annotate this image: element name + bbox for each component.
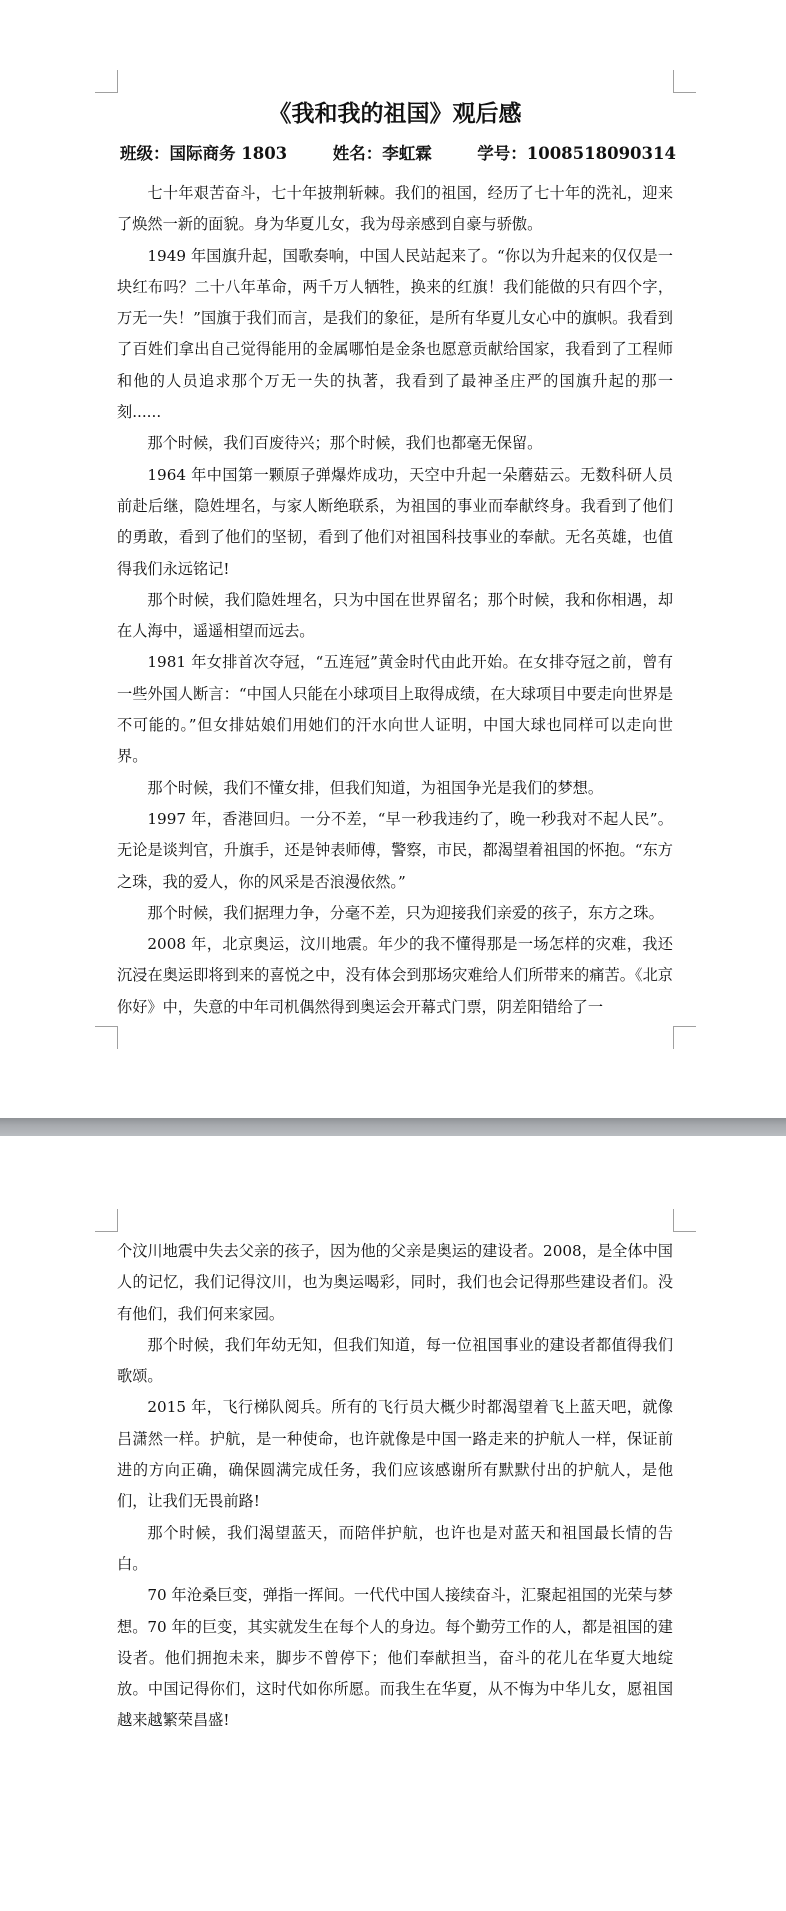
- paragraph: 那个时候，我们渴望蓝天，而陪伴护航，也许也是对蓝天和祖国最长情的告白。: [117, 1523, 673, 1573]
- page-2-content[interactable]: [117, 1236, 673, 1737]
- student-id-info: 学号：1008518090314: [477, 144, 676, 163]
- paragraph: 那个时候，我们不懂女排，但我们知道，为祖国争光是我们的梦想。: [147, 778, 604, 797]
- margin-mark-top-left: [95, 70, 118, 93]
- paragraph-continued: 个汶川地震中失去父亲的孩子，因为他的父亲是奥运的建设者。2008，是全体中国人的记忆，我们记得汶川，也为奥运喝彩，同时，我们也会记得那些建设者们。没有他们，我们何来家园。: [117, 1242, 673, 1323]
- page-separator: [0, 1118, 786, 1136]
- paragraph: 那个时候，我们年幼无知，但我们知道，每一位祖国事业的建设者都值得我们歌颂。: [117, 1335, 673, 1386]
- class-info: 班级：国际商务 1803: [120, 144, 288, 163]
- margin-mark-top-left: [95, 1209, 118, 1232]
- paragraph: 那个时候，我们据理力争，分毫不差，只为迎接我们亲爱的孩子，东方之珠。: [147, 903, 664, 922]
- document-title: 《我和我的祖国》观后感: [268, 100, 522, 127]
- paragraph: 那个时候，我们百废待兴；那个时候，我们也都毫无保留。: [147, 434, 543, 453]
- paragraph: 1997 年，香港回归。一分不差，“早一秒我违约了，晚一秒我对不起人民”。无论是谈判官，升旗手，还是钟表师傅，警察，市民，都渴望着祖国的怀抱。“东方之珠，我的爱人，你的风采是否浪漫依然。”: [117, 809, 673, 891]
- name-info: 姓名：李虹霖: [332, 144, 432, 163]
- student-info-line: [120, 138, 676, 170]
- paragraph: 1964 年中国第一颗原子弹爆炸成功，天空中升起一朵蘑菇云。无数科研人员前赴后继，隐姓埋名，与家人断绝联系，为祖国的事业而奉献终身。我看到了他们的勇敢，看到了他们的坚韧，看到了他们对祖国科技事业的奉献。无名英雄，也值得我们永远铭记!: [117, 465, 673, 578]
- paragraph: 2015 年，飞行梯队阅兵。所有的飞行员大概少时都渴望着飞上蓝天吧，就像吕潇然一样。护航，是一种使命，也许就像是中国一路走来的护航人一样，保证前进的方向正确，确保圆满完成任务，我们应该感谢所有默默付出的护航人，是他们，让我们无畏前路!: [117, 1398, 673, 1511]
- document-page-2: [0, 1136, 786, 1911]
- paragraph: 2008 年，北京奥运，汶川地震。年少的我不懂得那是一场怎样的灾难，我还沉浸在奥运即将到来的喜悦之中，没有体会到那场灾难给人们所带来的痛苦。《北京你好》中，失意的中年司机偶然得到奥运会开幕式门票，阴差阳错给了一: [117, 935, 673, 1016]
- paragraph: 1949 年国旗升起，国歌奏响，中国人民站起来了。“你以为升起来的仅仅是一块红布吗？二十八年革命，两千万人牺牲，换来的红旗！我们能做的只有四个字，万无一失！”国旗于我们而言，是我们的象征，是所有华夏儿女心中的旗帜。我看到了百姓们拿出自己觉得能用的金属哪怕是金条也愿意贡献给国家，我看到了工程师和他的人员追求那个万无一失的执著，我看到了最神圣庄严的国旗升起的那一刻......: [117, 246, 673, 422]
- margin-mark-bottom-left: [95, 1026, 118, 1049]
- paragraph: 70 年沧桑巨变，弹指一挥间。一代代中国人接续奋斗，汇聚起祖国的光荣与梦想。70 年的巨变，其实就发生在每个人的身边。每个勤劳工作的人，都是祖国的建设者。他们拥抱未来，脚步不曾停下；他们奉献担当，奋斗的花儿在华夏大地绽放。中国记得你们，这时代如你所愿。而我生在华夏，从不悔为中华儿女，愿祖国越来越繁荣昌盛!: [117, 1586, 673, 1730]
- margin-mark-top-right: [673, 70, 696, 93]
- paragraph: 七十年艰苦奋斗，七十年披荆斩棘。我们的祖国，经历了七十年的洗礼，迎来了焕然一新的面貌。身为华夏儿女，我为母亲感到自豪与骄傲。: [117, 184, 673, 234]
- margin-mark-top-right: [673, 1209, 696, 1232]
- margin-mark-bottom-right: [673, 1026, 696, 1049]
- page-1-content[interactable]: [117, 96, 676, 1023]
- paragraph: 1981 年女排首次夺冠，“五连冠”黄金时代由此开始。在女排夺冠之前，曾有一些外国人断言：“中国人只能在小球项目上取得成绩，在大球项目中要走向世界是不可能的。”但女排姑娘们用她们的汗水向世人证明，中国大球也同样可以走向世界。: [117, 653, 673, 766]
- paragraph: 那个时候，我们隐姓埋名，只为中国在世界留名；那个时候，我和你相遇，却在人海中，遥遥相望而远去。: [117, 590, 673, 641]
